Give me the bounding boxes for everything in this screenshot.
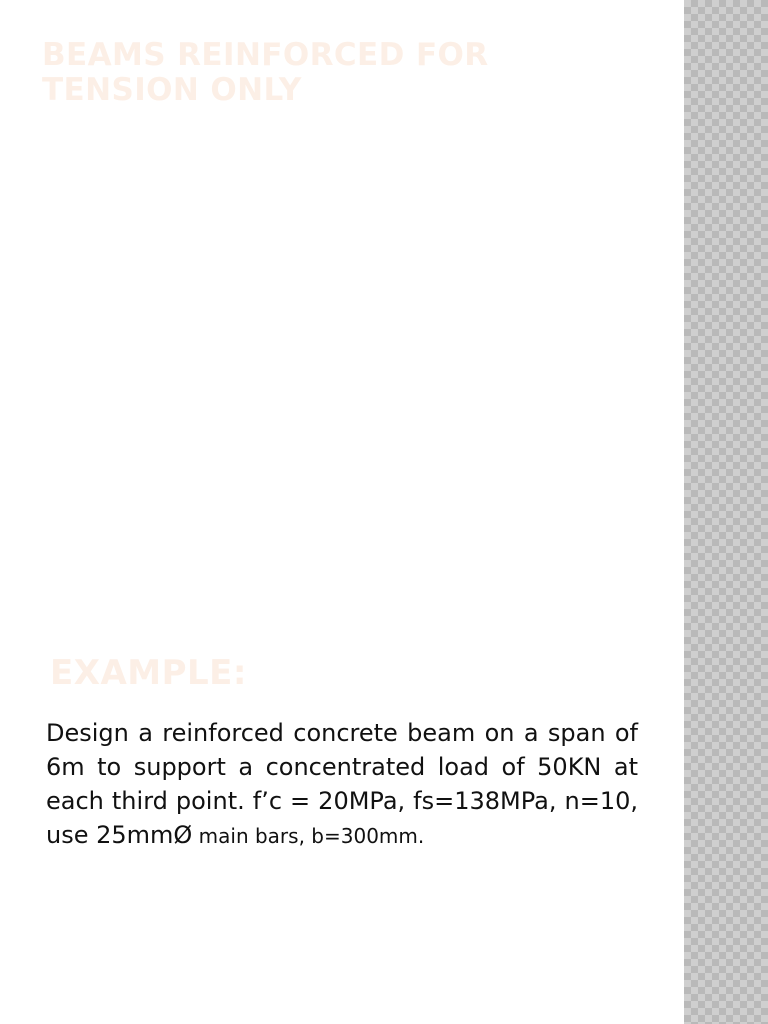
- problem-main-text: Design a reinforced concrete beam on a span of 6m to support a concentrated load of 50KN at each third point. f’c = 20MPa, fs=138MPa, n=10, use 25mmØ: [46, 719, 638, 849]
- example-heading: EXAMPLE:: [50, 653, 247, 693]
- slide-title: BEAMS REINFORCED FOR TENSION ONLY: [42, 37, 489, 108]
- problem-tail-text: main bars, b=300mm.: [192, 824, 425, 848]
- decorative-side-pattern: [684, 0, 768, 1024]
- problem-statement: [46, 716, 638, 853]
